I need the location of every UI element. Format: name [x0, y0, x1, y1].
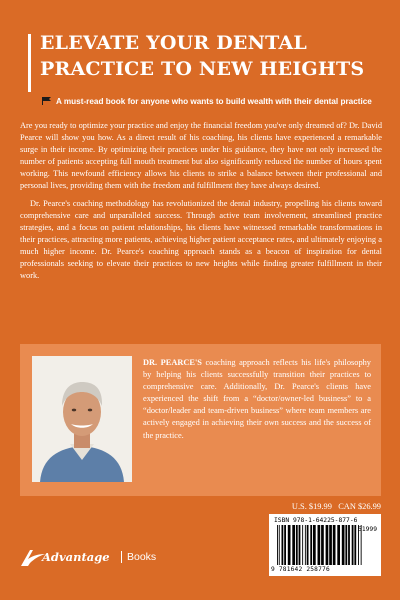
barcode-bar [299, 525, 301, 565]
barcode-bar [321, 525, 324, 565]
barcode-bar [282, 525, 284, 565]
barcode-bar [345, 525, 347, 565]
price-label: U.S. $19.99 CAN $26.99 [291, 502, 381, 511]
publisher-imprint: Books [127, 551, 157, 563]
barcode-bar [313, 525, 316, 565]
barcode-bar [337, 525, 340, 565]
barcode-bar [307, 525, 309, 565]
author-bio-box [20, 344, 381, 496]
barcode-image [275, 525, 375, 565]
barcode-bar [361, 525, 362, 565]
author-bio-text: coaching approach reflects his life's philosophy by helping his clients successfully transition their practices to comprehensive care. Additionally, Dr. Pearce's clients have experienced the shift from a “doctor/owner-led business” to a “doctor/leader and team-driven business” where team members are actively engaged in achieving their own success and the success of the practice. [143, 358, 371, 440]
title-line-2: PRACTICE TO NEW HEIGHTS [40, 58, 365, 80]
title-accent-bar [28, 34, 31, 92]
barcode-bar [284, 525, 286, 565]
barcode-bar [310, 525, 312, 565]
barcode-block [269, 514, 381, 576]
author-portrait-image [32, 356, 132, 482]
barcode-bar [352, 525, 354, 565]
description-paragraph-1: Are you ready to optimize your practice and enjoy the financial freedom you've only dreamed of? Dr. David Pearce will show you how. As a direct result of his coaching, his clients have experienced a remarkable surge in their income. By optimizing their practices under his guidance, they have not only increased the number of patients accepting full mouth treatment but also significantly reduced the number of hours spent working. This newfound efficiency allows his clients to strike a balance between their professional and personal lives, providing them with the freedom and fulfillment they have always desired. [20, 121, 382, 191]
barcode-bar [277, 525, 278, 565]
barcode-bar [329, 525, 332, 565]
barcode-bar [348, 525, 350, 565]
author-bio [143, 357, 371, 442]
flag-icon [42, 97, 51, 105]
title-line-1: ELEVATE YOUR DENTAL [40, 32, 307, 54]
barcode-bar [279, 525, 280, 565]
barcode-bar [305, 525, 306, 565]
barcode-bar [358, 525, 359, 565]
author-photo [32, 356, 132, 482]
description [20, 120, 382, 287]
ean-digits: 9 781642 258776 [271, 566, 330, 573]
barcode-bar [288, 525, 291, 565]
book-title [40, 30, 380, 82]
barcode-bar [296, 525, 298, 565]
tagline-text: A must-read book for anyone who wants to build wealth with their dental practice [56, 97, 372, 106]
description-paragraph-2: Dr. Pearce's coaching methodology has revolutionized the dental industry, propelling his clients toward comprehensive care and unparalleled success. Through active team involvement, streamlined practice strategies, and a focus on patient relationships, his clients have witnessed remarkable transformations in their practices, attracting more patients, achieving higher patient acceptance rates, and ultimately enjoying a much higher income. Dr. Pearce's coaching approach stands as a beacon of inspiration for dental professionals seeking to elevate their practices to new heights while finding greater fulfillment in their work. [20, 198, 382, 281]
isbn-label: ISBN 978-1-64225-877-6 [274, 517, 358, 524]
barcode-bar [292, 525, 295, 565]
price-code: 51999 [358, 526, 377, 533]
barcode-bar [342, 525, 345, 565]
barcode-bar [302, 525, 303, 565]
barcode-bar [318, 525, 321, 565]
barcode-bar [354, 525, 356, 565]
author-name: DR. PEARCE'S [143, 358, 202, 367]
tagline [42, 97, 387, 106]
barcode-bar [326, 525, 329, 565]
barcode-bar [333, 525, 336, 565]
publisher-name: Advantage [42, 550, 110, 564]
logo-divider [121, 551, 122, 563]
